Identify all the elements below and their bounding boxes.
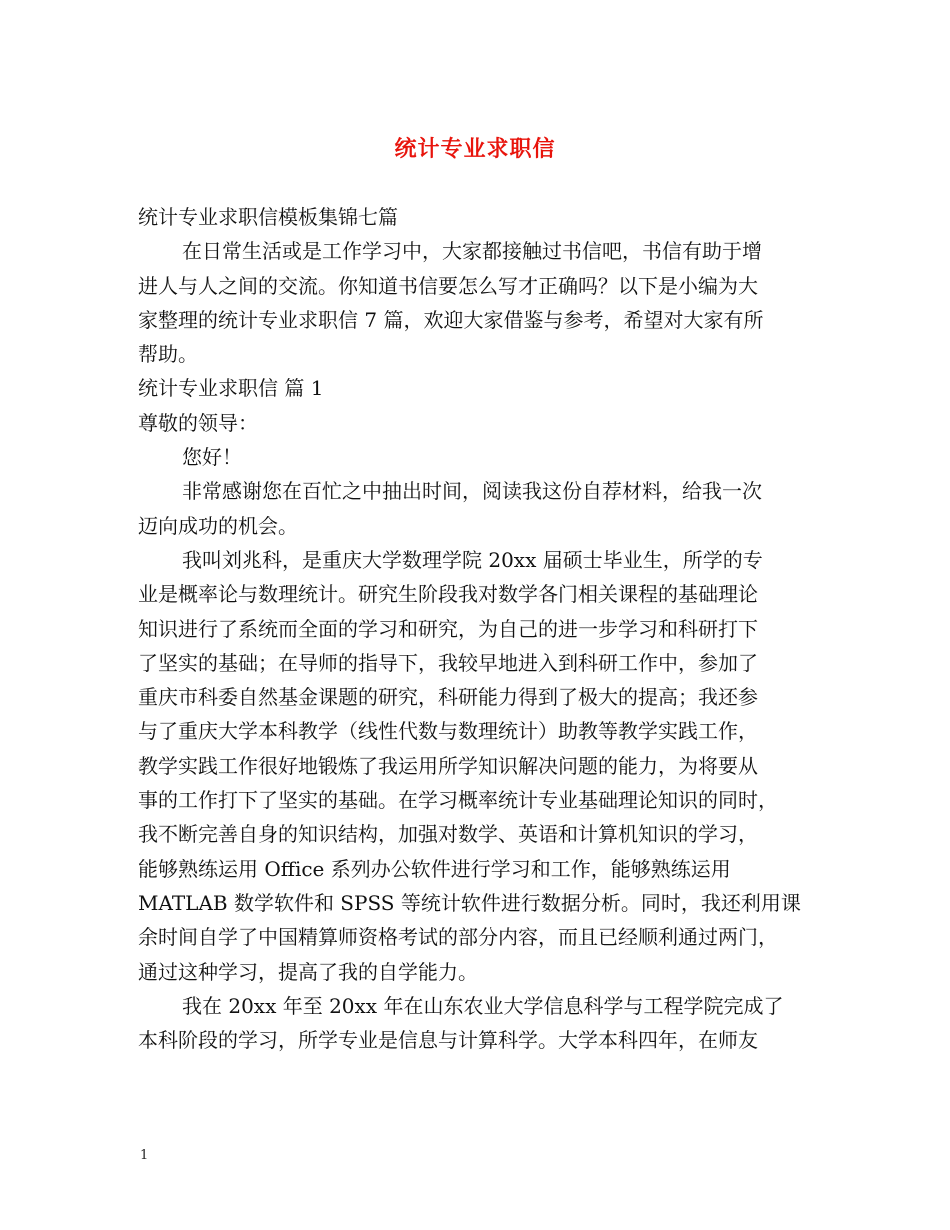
text-line: 尊敬的领导： (138, 410, 258, 435)
text-line: 我不断完善自身的知识结构，加强对数学、英语和计算机知识的学习， (138, 822, 758, 847)
text-line: 您好！ (182, 445, 242, 470)
text-line: 帮助。 (138, 342, 198, 367)
text-line: 非常感谢您在百忙之中抽出时间，阅读我这份自荐材料，给我一次 (182, 479, 762, 504)
document-title: 统计专业求职信 (394, 136, 556, 162)
text-line: 进人与人之间的交流。你知道书信要怎么写才正确吗？以下是小编为大 (138, 273, 758, 298)
text-line: 业是概率论与数理统计。研究生阶段我对数学各门相关课程的基础理论 (138, 582, 758, 607)
text-line: 了坚实的基础；在导师的指导下，我较早地进入到科研工作中，参加了 (138, 650, 758, 675)
text-line: 能够熟练运用 Office 系列办公软件进行学习和工作，能够熟练运用 (138, 856, 731, 881)
text-line: MATLAB 数学软件和 SPSS 等统计软件进行数据分析。同时，我还利用课 (138, 890, 801, 915)
text-line: 统计专业求职信 篇 1 (138, 376, 324, 401)
text-line: 我叫刘兆科，是重庆大学数理学院 20xx 届硕士毕业生，所学的专 (182, 547, 763, 572)
text-line: 迈向成功的机会。 (138, 513, 298, 538)
text-line: 事的工作打下了坚实的基础。在学习概率统计专业基础理论知识的同时， (138, 788, 778, 813)
text-line: 知识进行了系统而全面的学习和研究，为自己的进一步学习和科研打下 (138, 616, 758, 641)
text-line: 余时间自学了中国精算师资格考试的部分内容，而且已经顺利通过两门， (138, 925, 778, 950)
text-line: 统计专业求职信模板集锦七篇 (138, 205, 398, 229)
page-number: 1 (140, 1148, 149, 1163)
text-line: 本科阶段的学习，所学专业是信息与计算科学。大学本科四年，在师友 (138, 1028, 758, 1053)
text-line: 通过这种学习，提高了我的自学能力。 (138, 959, 478, 984)
text-line: 我在 20xx 年至 20xx 年在山东农业大学信息科学与工程学院完成了 (182, 993, 784, 1018)
document-body (138, 200, 822, 1057)
text-line: 重庆市科委自然基金课题的研究，科研能力得到了极大的提高；我还参 (138, 685, 758, 710)
text-line: 在日常生活或是工作学习中，大家都接触过书信吧，书信有助于增 (182, 239, 762, 264)
text-line: 家整理的统计专业求职信 7 篇，欢迎大家借鉴与参考，希望对大家有所 (138, 307, 764, 332)
text-line: 与了重庆大学本科教学（线性代数与数理统计）助教等教学实践工作， (138, 719, 758, 744)
text-line: 教学实践工作很好地锻炼了我运用所学知识解决问题的能力，为将要从 (138, 753, 758, 778)
